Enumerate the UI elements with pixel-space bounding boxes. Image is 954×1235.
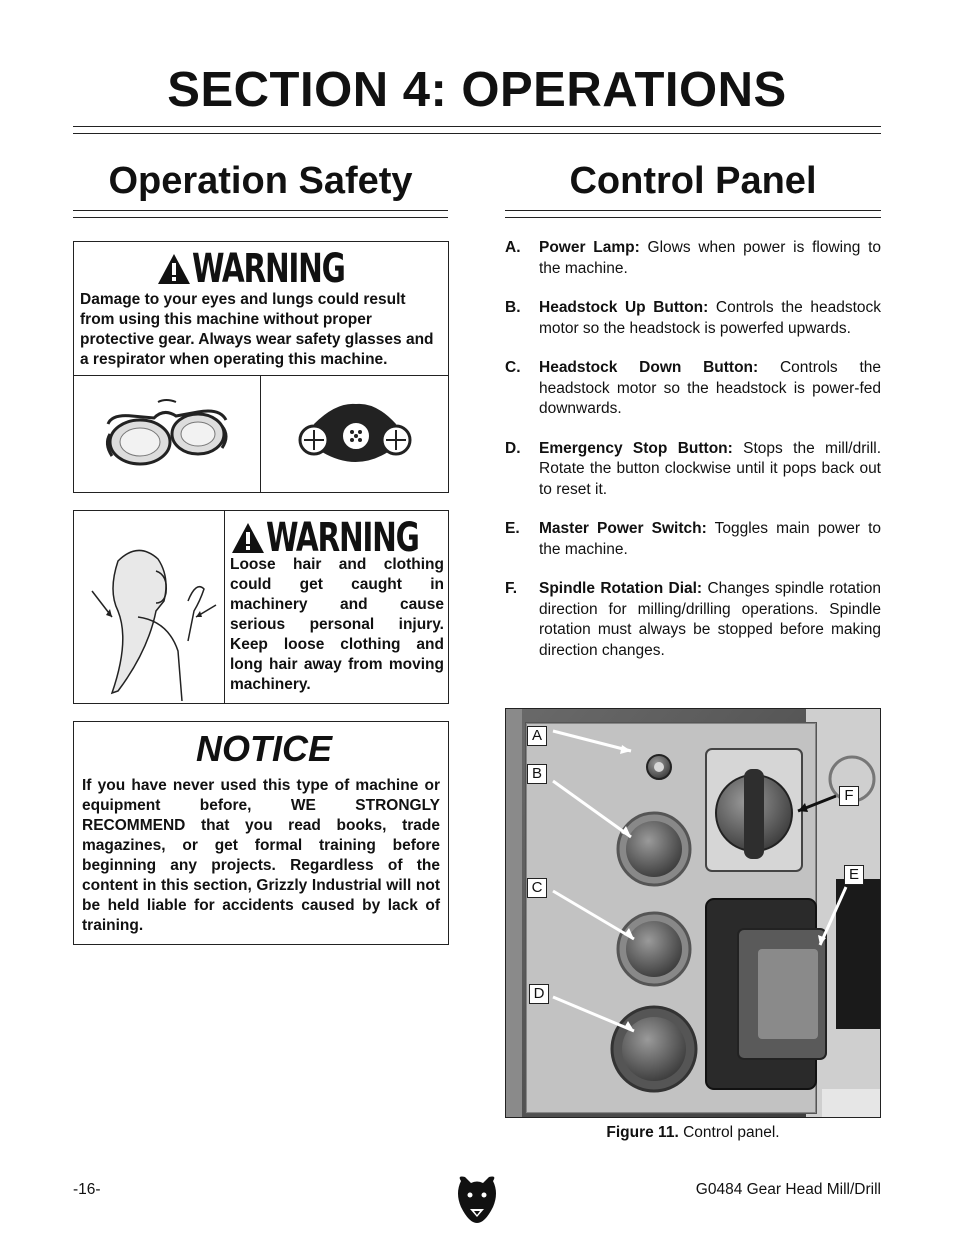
control-panel-photo xyxy=(506,709,880,1117)
control-item-c: C. Headstock Down Button: Controls the headstock motor so the headstock is power-fed downwards. xyxy=(505,359,881,417)
callout-e: E xyxy=(844,865,864,885)
callout-c: C xyxy=(527,878,547,898)
callout-f: F xyxy=(839,786,859,806)
control-item-f: F. Spindle Rotation Dial: Changes spindle rotation direction for milling/drilling operations. Spindle rotation must always be stopped before making direction changes. xyxy=(505,580,881,659)
control-list xyxy=(505,238,881,661)
callout-d: D xyxy=(529,984,549,1004)
long-hair-person-icon xyxy=(78,541,218,701)
left-heading-rule xyxy=(73,210,448,218)
warning-triangle-icon xyxy=(156,252,192,286)
callout-a: A xyxy=(527,726,547,746)
page-number: -16- xyxy=(73,1181,101,1198)
title-rule xyxy=(73,126,881,134)
grizzly-bear-logo-icon xyxy=(455,1175,499,1225)
warning-label: WARNING xyxy=(192,246,345,292)
control-item-d: D. Emergency Stop Button: Stops the mill/drill. Rotate the button clockwise until it pops back out to reset it. xyxy=(505,439,882,498)
control-item-a: A. Power Lamp: Glows when power is flowing to the machine. xyxy=(505,239,882,277)
warning-box-eye-lung xyxy=(73,241,449,493)
warning-label-2: WARNING xyxy=(266,515,419,561)
warning-header-2 xyxy=(230,517,452,559)
control-item-e: E. Master Power Switch: Toggles main power to the machine. xyxy=(505,520,881,558)
notice-label: NOTICE xyxy=(196,728,333,769)
right-heading-rule xyxy=(505,210,881,218)
control-item-b: B. Headstock Up Button: Controls the headstock motor so the headstock is powerfed upwards. xyxy=(505,299,881,337)
notice-text: If you have never used this type of machine or equipment before, WE STRONGLY RECOMMEND that you read books, trade magazines, or get formal training before beginning any projects. Regardless of the content in this section, Grizzly Industrial will not be held liable for accidents caused by lack of training. xyxy=(82,777,440,934)
warning-box-hair-clothing xyxy=(73,510,449,704)
warning-text-eye-lung: Damage to your eyes and lungs could result from using this machine without proper protective gear. Always wear safety glasses and a respirator when operating this machine. xyxy=(80,291,434,368)
warning-triangle-icon xyxy=(230,521,266,555)
safety-glasses-icon xyxy=(102,394,232,474)
warning-header xyxy=(156,248,448,290)
warning-text-hair-clothing: Loose hair and clothing could get caught in machinery and cause serious personal injury. Keep loose clothing and long hair away from moving machinery. xyxy=(230,556,444,693)
notice-box xyxy=(73,721,449,945)
control-panel-heading: Control Panel xyxy=(569,160,817,202)
operation-safety-heading: Operation Safety xyxy=(108,160,413,202)
figure-caption: Figure 11. Control panel. xyxy=(606,1124,780,1141)
model-name: G0484 Gear Head Mill/Drill xyxy=(695,1181,881,1198)
callout-b: B xyxy=(527,764,547,784)
section-title: SECTION 4: OPERATIONS xyxy=(167,63,787,117)
control-panel-figure xyxy=(505,708,881,1118)
respirator-icon xyxy=(296,394,414,474)
